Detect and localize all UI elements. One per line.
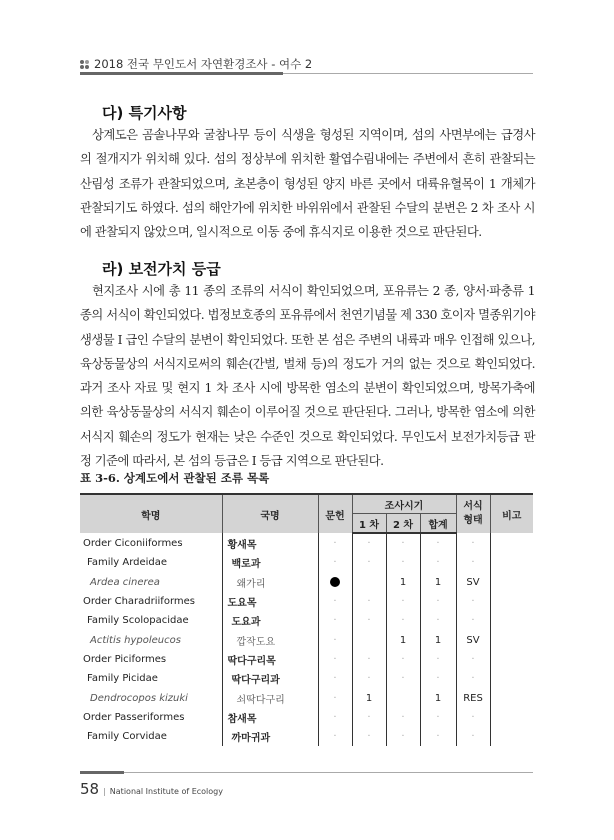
remarks-cell — [490, 553, 533, 572]
table-row — [80, 708, 533, 727]
footer-rule — [80, 772, 533, 773]
korean-name: 딱다구리과 — [222, 669, 318, 688]
habitat-cell: · — [456, 533, 490, 553]
total-cell: · — [420, 553, 456, 572]
survey-1-cell: · — [352, 611, 386, 630]
scientific-name: Actitis hypoleucos — [90, 634, 181, 646]
survey-1-cell: · — [352, 592, 386, 611]
remarks-cell — [490, 611, 533, 630]
habitat-cell: SV — [456, 573, 490, 592]
total-cell: 1 — [420, 573, 456, 592]
literature-cell: · — [318, 688, 352, 707]
total-cell: · — [420, 592, 456, 611]
table-row — [80, 592, 533, 611]
section-heading-conservation-grade: 라) 보전가치 등급 — [102, 260, 221, 278]
remarks-cell — [490, 533, 533, 553]
table-caption: 표 3-6. 상계도에서 관찰된 조류 목록 — [80, 471, 270, 485]
scientific-name: Order Piciformes — [83, 653, 167, 665]
survey-1-cell — [352, 630, 386, 649]
habitat-cell: SV — [456, 630, 490, 649]
scientific-name: Order Passeriformes — [83, 711, 185, 723]
survey-1-cell — [352, 573, 386, 592]
survey-2-cell: · — [386, 669, 420, 688]
remarks-cell — [490, 592, 533, 611]
survey-2-cell: · — [386, 592, 420, 611]
conservation-grade-paragraph: 현지조사 시에 총 11 종의 조류의 서식이 확인되었으며, 포유류는 2 종, 양서·파충류 1 종의 서식이 확인되었다. 법정보호종의 포유류에서 천연기념물 제 330 호이자 멸종위기야생생물 I 급인 수달의 분변이 확인되었다. 또한 본 섬은 주변의 내륙과 매우 인접해 있으나, 육상동물상의 서식지로써의 훼손(간벌, 벌채 등)의 정도가 거의 없는 것으로 확인되었다. 과거 조사 자료 및 현지 1 차 조사 시에 방목한 염소의 분변이 확인되었으며, 방목가축에 의한 육상동물상의 서식지 훼손이 이루어질 것으로 판단된다. 그러나, 방목한 염소에 의한 서식지 훼손의 정도가 현재는 낮은 수준인 것으로 확인되었다. 무인도서 보전가치등급 판정 기준에 따라서, 본 섬의 등급은 I 등급 지역으로 판단된다. — [80, 284, 535, 469]
remarks-cell — [490, 573, 533, 592]
survey-1-cell: 1 — [352, 688, 386, 707]
literature-cell: · — [318, 592, 352, 611]
table-row — [80, 533, 533, 553]
korean-name: 백로과 — [222, 553, 318, 572]
korean-name: 깝작도요 — [222, 630, 318, 649]
habitat-cell: · — [456, 611, 490, 630]
korean-name: 도요목 — [222, 592, 318, 611]
survey-2-cell: · — [386, 553, 420, 572]
footer-organization: National Institute of Ecology — [109, 787, 223, 796]
scientific-name: Ardea cinerea — [90, 576, 160, 588]
table-row — [80, 611, 533, 630]
literature-cell: · — [318, 650, 352, 669]
survey-2-cell: · — [386, 650, 420, 669]
remarks-cell — [490, 688, 533, 707]
korean-name: 도요과 — [222, 611, 318, 630]
table-row — [80, 573, 533, 592]
habitat-cell: · — [456, 650, 490, 669]
survey-2-cell: · — [386, 727, 420, 746]
total-cell: · — [420, 669, 456, 688]
habitat-cell: · — [456, 727, 490, 746]
table-row — [80, 650, 533, 669]
bird-list-table — [80, 493, 533, 746]
total-cell: · — [420, 708, 456, 727]
col-literature: 문헌 — [318, 494, 352, 533]
scientific-name: Family Ardeidae — [87, 557, 168, 569]
survey-2-cell: 1 — [386, 630, 420, 649]
scientific-name: Family Picidae — [87, 673, 158, 685]
remarks-cell — [490, 650, 533, 669]
korean-name: 참새목 — [222, 708, 318, 727]
survey-2-cell — [386, 688, 420, 707]
habitat-cell: · — [456, 592, 490, 611]
habitat-cell: · — [456, 553, 490, 572]
table-row — [80, 630, 533, 649]
table-row — [80, 553, 533, 572]
survey-1-cell: · — [352, 650, 386, 669]
total-cell: 1 — [420, 688, 456, 707]
total-cell: · — [420, 533, 456, 553]
table-row — [80, 688, 533, 707]
scientific-name: Order Ciconiiformes — [83, 537, 183, 549]
table-row — [80, 669, 533, 688]
literature-record-dot-icon — [330, 577, 340, 587]
habitat-cell: · — [456, 669, 490, 688]
remarks-cell — [490, 630, 533, 649]
remarks-cell — [490, 708, 533, 727]
col-habitat-type: 서식 형태 — [456, 494, 490, 533]
total-cell: · — [420, 650, 456, 669]
literature-cell: · — [318, 553, 352, 572]
total-cell: · — [420, 611, 456, 630]
total-cell: 1 — [420, 630, 456, 649]
remarks-cell — [490, 727, 533, 746]
korean-name: 쇠딱다구리 — [222, 688, 318, 707]
col-korean-name: 국명 — [222, 494, 318, 533]
scientific-name: Family Corvidae — [87, 731, 167, 743]
survey-2-cell: · — [386, 611, 420, 630]
survey-1-cell: · — [352, 553, 386, 572]
survey-1-cell: · — [352, 727, 386, 746]
survey-1-cell: · — [352, 708, 386, 727]
survey-2-cell: · — [386, 533, 420, 553]
korean-name: 왜가리 — [222, 573, 318, 592]
korean-name: 황새목 — [222, 533, 318, 553]
habitat-cell: RES — [456, 688, 490, 707]
col-survey-1: 1 차 — [352, 514, 386, 534]
survey-1-cell: · — [352, 533, 386, 553]
literature-cell: · — [318, 533, 352, 553]
remarks-cell — [490, 669, 533, 688]
col-scientific-name: 학명 — [80, 494, 222, 533]
korean-name: 딱다구리목 — [222, 650, 318, 669]
literature-cell — [318, 573, 352, 592]
col-total: 합계 — [420, 514, 456, 534]
korean-name: 까마귀과 — [222, 727, 318, 746]
header-title: 2018 전국 무인도서 자연환경조사 - 여수 2 — [94, 57, 313, 71]
header-rule — [80, 73, 533, 74]
col-survey-period: 조사시기 — [352, 494, 456, 514]
col-remarks: 비고 — [490, 494, 533, 533]
scientific-name: Order Charadriiformes — [83, 596, 195, 608]
survey-2-cell: · — [386, 708, 420, 727]
scientific-name: Dendrocopos kizuki — [90, 692, 188, 704]
footer-separator: | — [103, 787, 106, 796]
literature-cell: · — [318, 727, 352, 746]
special-notes-paragraph: 상계도은 곰솔나무와 굴참나무 등이 식생을 형성된 지역이며, 섬의 사면부에는 급경사의 절개지가 위치해 있다. 섬의 정상부에 위치한 활엽수림내에는 주변에서 흔히 관찰되는 산림성 조류가 관찰되었으며, 초본층이 형성된 양지 바른 곳에서 대륙유혈목이 1 개체가 관찰되기도 하였다. 섬의 해안가에 위치한 바위위에서 관찰된 수달의 분변은 2 차 조사 시에 관찰되지 않았으며, 일시적으로 이동 중에 휴식지로 이용한 것으로 판단된다. — [80, 128, 535, 240]
total-cell: · — [420, 727, 456, 746]
header-dots-icon — [80, 60, 89, 69]
col-survey-2: 2 차 — [386, 514, 420, 534]
table-row — [80, 727, 533, 746]
scientific-name: Family Scolopacidae — [87, 615, 189, 627]
section-heading-special-notes: 다) 특기사항 — [102, 104, 187, 122]
page-number: 58 — [80, 780, 100, 798]
survey-2-cell: 1 — [386, 573, 420, 592]
literature-cell: · — [318, 669, 352, 688]
literature-cell: · — [318, 611, 352, 630]
running-header — [80, 56, 312, 72]
survey-1-cell: · — [352, 669, 386, 688]
page-footer — [80, 780, 223, 798]
literature-cell: · — [318, 630, 352, 649]
literature-cell: · — [318, 708, 352, 727]
habitat-cell: · — [456, 708, 490, 727]
